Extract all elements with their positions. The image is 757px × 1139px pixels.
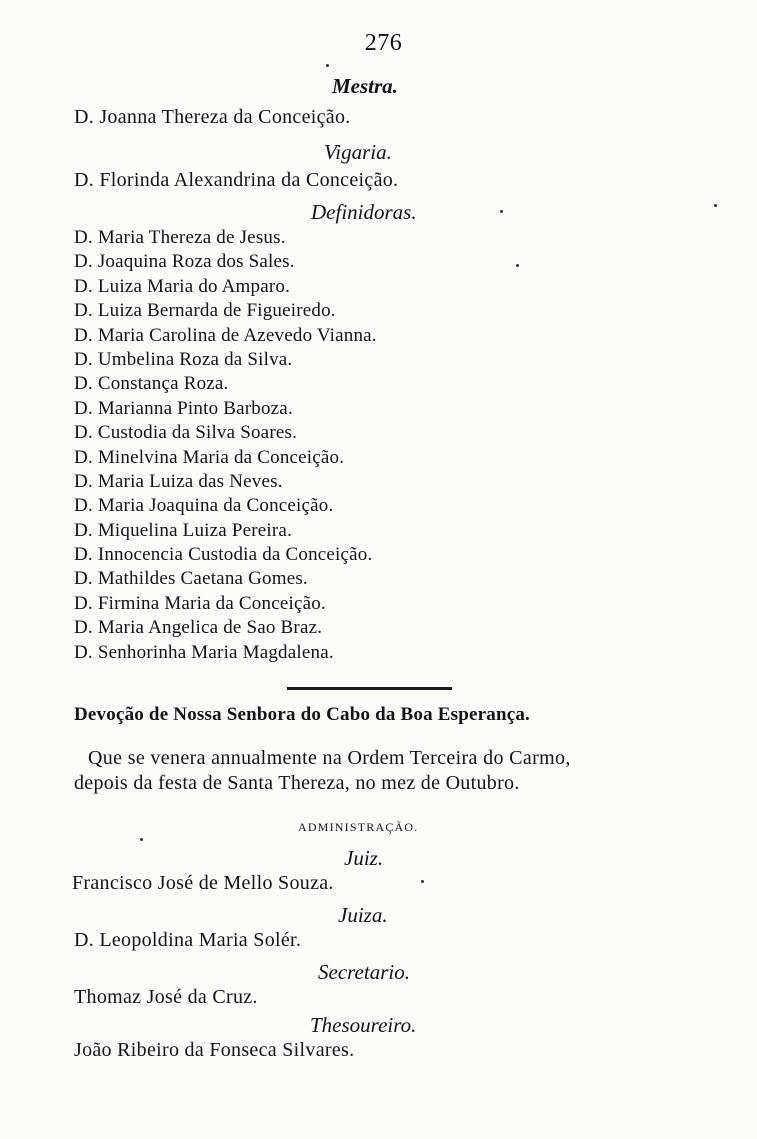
heading-juiz: Juiz. [344, 846, 384, 870]
list-item: D. Minelvina Maria da Conceição. [74, 446, 345, 468]
intro-line-2: depois da festa de Santa Thereza, no mez de Outubro. [74, 772, 520, 794]
paper-speck [516, 264, 519, 267]
list-item: D. Luiza Maria do Amparo. [74, 275, 291, 297]
list-item: D. Constança Roza. [74, 373, 229, 395]
list-item: D. Joaquina Roza dos Sales. [74, 251, 295, 273]
list-item: D. Umbelina Roza da Silva. [74, 348, 293, 370]
section-divider [287, 687, 452, 690]
section-title: Devoção de Nossa Senbora do Cabo da Boa Esperança. [74, 704, 531, 725]
list-item: D. Custodia da Silva Soares. [74, 422, 298, 444]
name-mestra: D. Joanna Thereza da Conceição. [74, 106, 351, 128]
page-number: 276 [364, 30, 403, 56]
name-juiz: Francisco José de Mello Souza. [72, 872, 334, 894]
list-item: D. Maria Angelica de Sao Braz. [74, 617, 323, 639]
intro-line-1: Que se venera annualmente na Ordem Terceira do Carmo, [88, 747, 571, 769]
list-item: D. Maria Joaquina da Conceição. [74, 495, 334, 517]
heading-secretario: Secretario. [318, 960, 410, 984]
administracao-label: ADMINISTRAÇÃO. [298, 820, 419, 834]
list-item: D. Innocencia Custodia da Conceição. [74, 544, 373, 566]
list-item: D. Mathildes Caetana Gomes. [74, 568, 308, 590]
heading-juiza: Juiza. [338, 903, 388, 927]
paper-speck [500, 210, 503, 213]
list-item: D. Firmina Maria da Conceição. [74, 592, 326, 614]
name-secretario: Thomaz José da Cruz. [74, 986, 258, 1008]
paper-speck [714, 204, 717, 207]
heading-mestra: Mestra. [332, 74, 398, 98]
paper-speck [140, 838, 143, 841]
name-thesoureiro: João Ribeiro da Fonseca Silvares. [74, 1039, 355, 1061]
heading-thesoureiro: Thesoureiro. [310, 1013, 417, 1037]
intro-paragraph [74, 746, 674, 796]
list-item: D. Miquelina Luiza Pereira. [74, 519, 293, 541]
definidoras-list [74, 226, 377, 665]
list-item: D. Senhorinha Maria Magdalena. [74, 641, 334, 663]
list-item: D. Marianna Pinto Barboza. [74, 397, 293, 419]
list-item: D. Maria Carolina de Azevedo Vianna. [74, 324, 377, 346]
paper-speck [326, 64, 329, 67]
list-item: D. Maria Thereza de Jesus. [74, 227, 286, 248]
list-item: D. Luiza Bernarda de Figueiredo. [74, 300, 336, 322]
list-item: D. Maria Luiza das Neves. [74, 470, 283, 492]
heading-vigaria: Vigaria. [324, 140, 392, 164]
name-vigaria: D. Florinda Alexandrina da Conceição. [74, 169, 399, 191]
paper-speck [421, 880, 424, 883]
name-juiza: D. Leopoldina Maria Solér. [74, 929, 302, 951]
heading-definidoras: Definidoras. [311, 200, 417, 224]
